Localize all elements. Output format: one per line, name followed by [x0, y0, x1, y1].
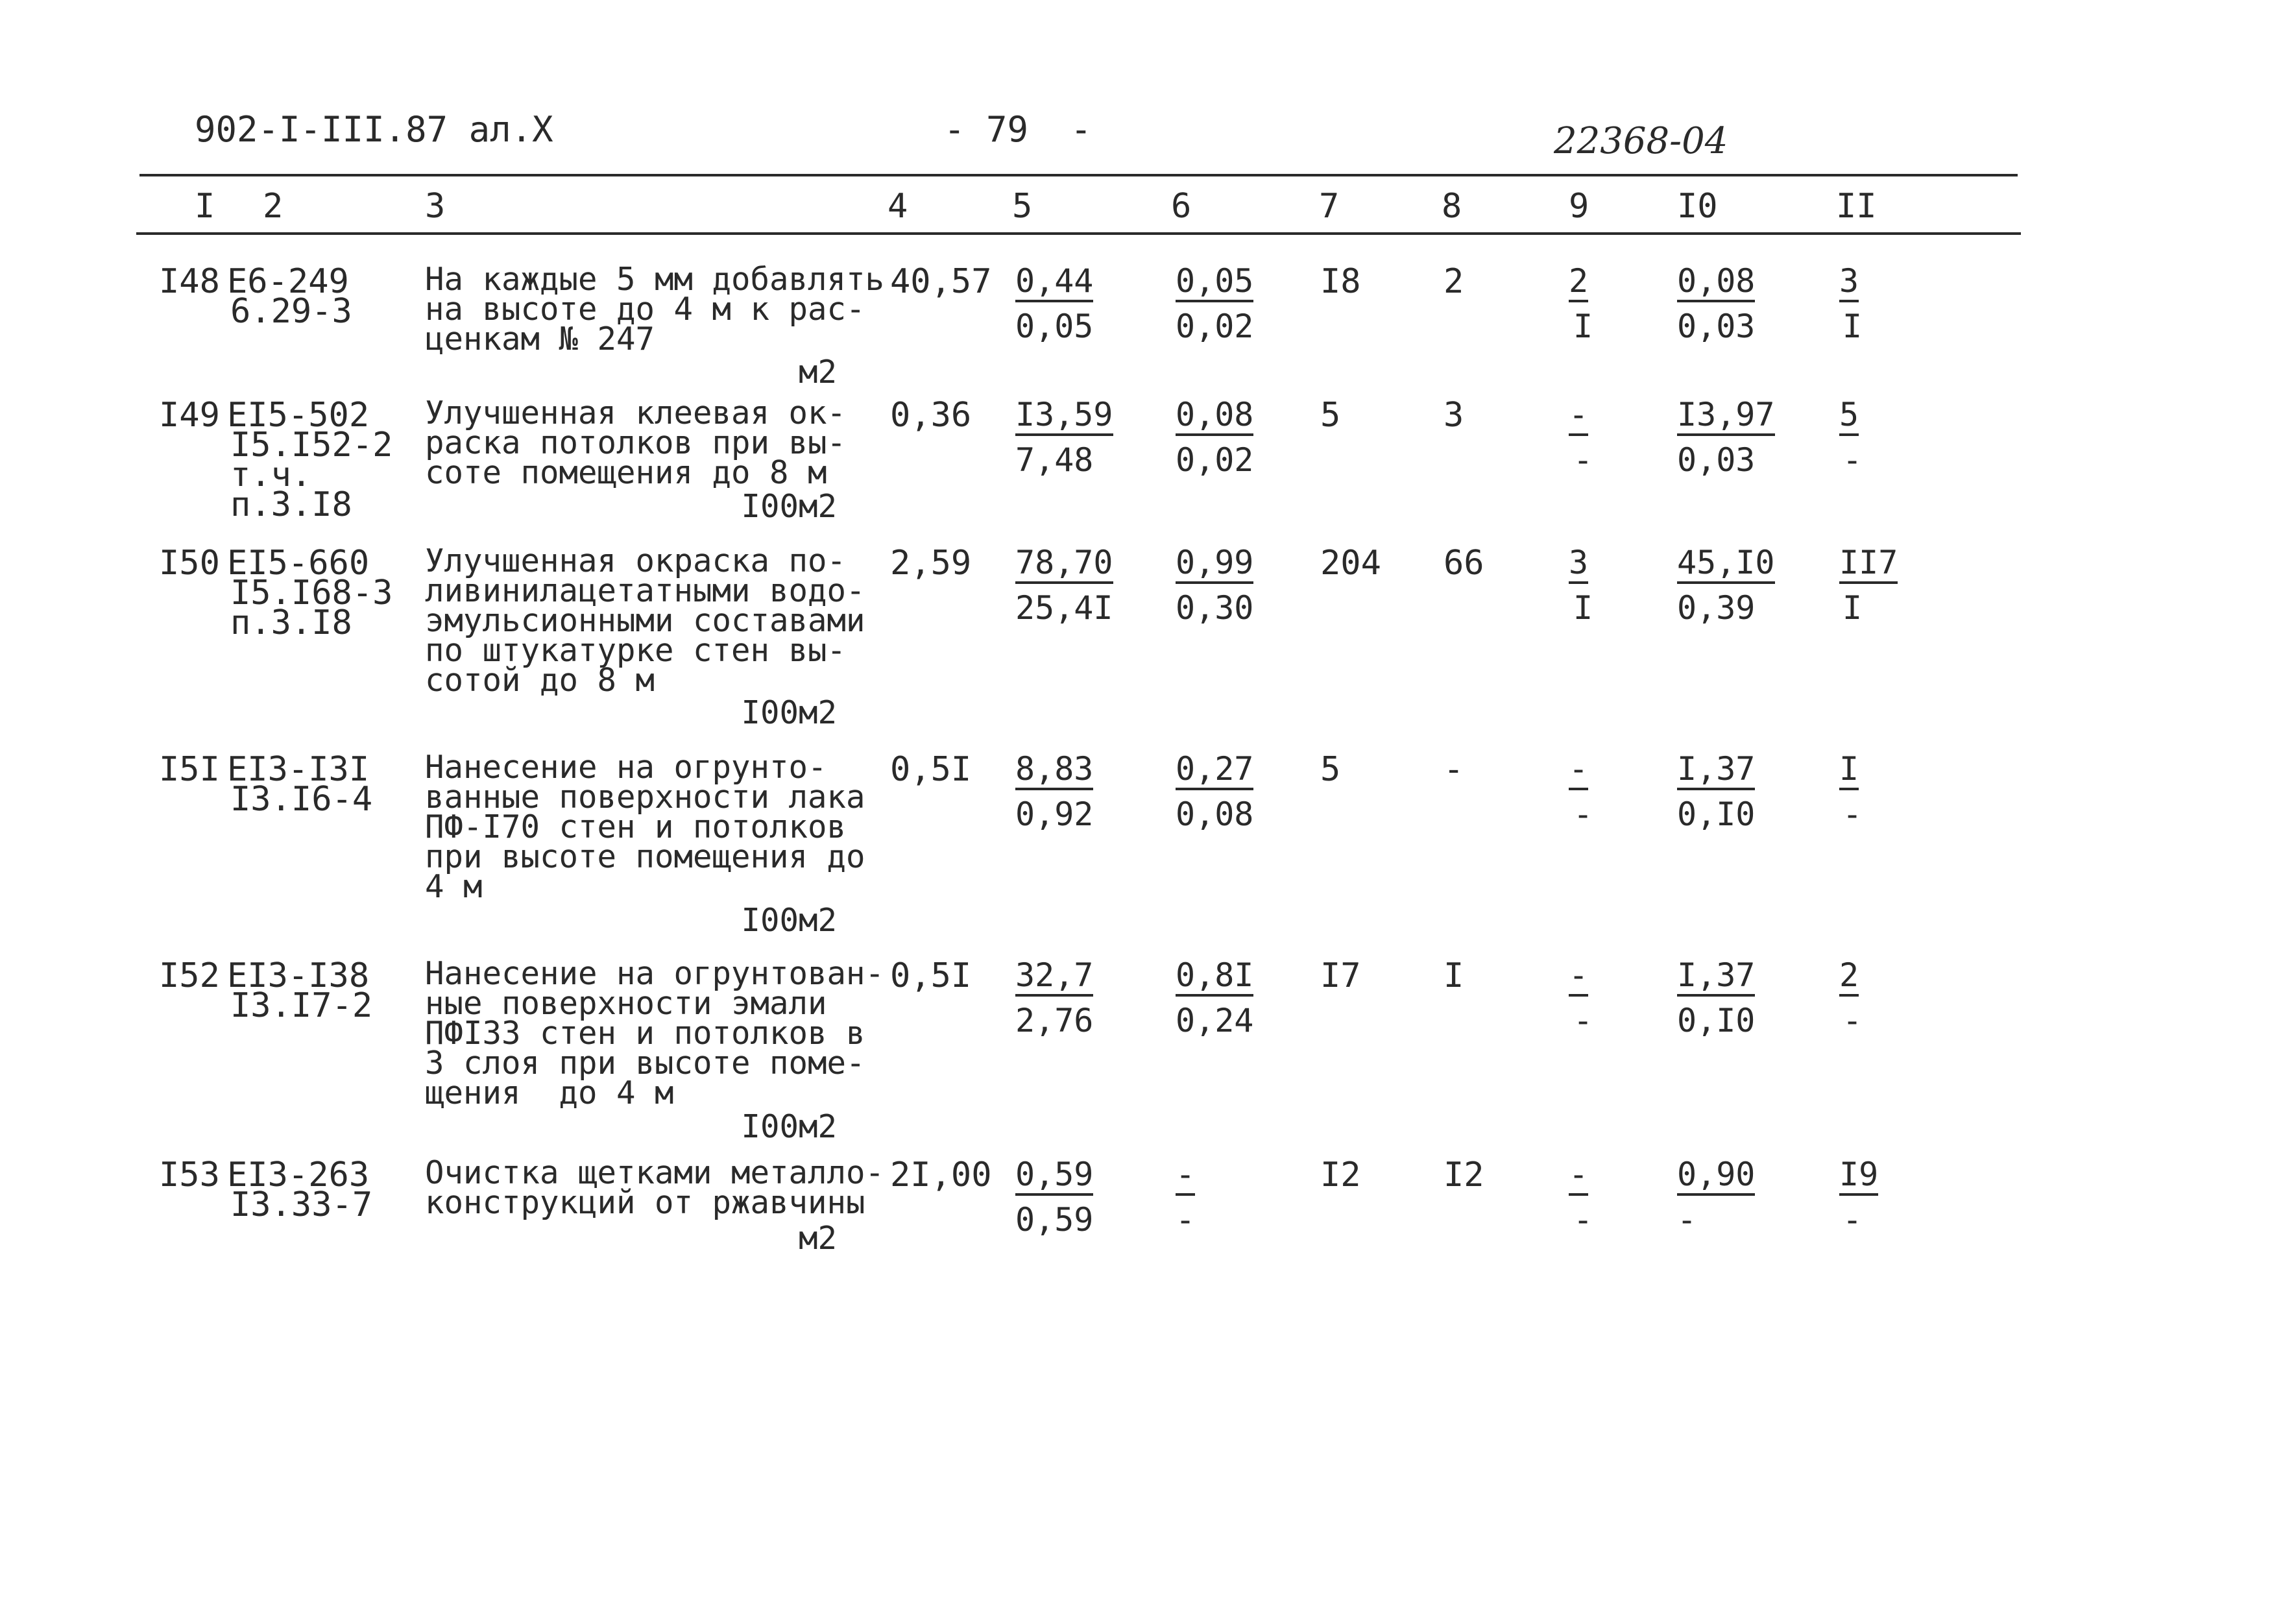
col6-bottom: 0,24 — [1176, 1002, 1254, 1039]
col10-top: I3,97 — [1677, 398, 1775, 436]
col5-bottom: 7,48 — [1015, 441, 1094, 479]
rate-code: EI3-I3I — [227, 750, 370, 789]
col-header-7: 7 — [1319, 187, 1340, 226]
col10-bottom: 0,03 — [1677, 441, 1756, 479]
row-number: I52 — [159, 956, 220, 995]
col-header-10: I0 — [1677, 187, 1718, 226]
col6-bottom: 0,02 — [1176, 308, 1254, 345]
col8-value: - — [1443, 750, 1464, 789]
work-description-line: Улучшенная окраска по- — [425, 542, 847, 579]
rate-code: EI5-502 — [227, 396, 370, 435]
row-number: I53 — [159, 1156, 220, 1194]
col6-bottom: - — [1176, 1201, 1196, 1239]
col5-bottom: 0,92 — [1015, 795, 1094, 833]
row-number: I48 — [159, 262, 220, 301]
table-header-rule — [136, 232, 2021, 235]
col7-value: I7 — [1320, 956, 1361, 995]
col4-value: 0,5I — [890, 956, 972, 995]
rate-subcode: т.ч. — [230, 455, 312, 494]
work-description-line: ПФI33 стен и потолков в — [425, 1015, 865, 1052]
work-description-line: ценкам № 247 — [425, 321, 655, 358]
col5-top: 8,83 — [1015, 753, 1093, 790]
col8-value: 3 — [1443, 396, 1464, 435]
col9-top: - — [1569, 753, 1588, 790]
col9-bottom: - — [1573, 795, 1593, 833]
col10-top: 0,08 — [1677, 265, 1755, 302]
unit-of-measure: I00м2 — [741, 694, 837, 731]
work-description-line: ПФ-I70 стен и потолков — [425, 808, 847, 845]
rate-code: EI5-660 — [227, 544, 370, 583]
col-header-2: 2 — [263, 187, 284, 226]
col5-top: 0,44 — [1015, 265, 1093, 302]
col7-value: I2 — [1320, 1156, 1361, 1194]
work-description-line: ванные поверхности лака — [425, 779, 865, 816]
col6-top: 0,27 — [1176, 753, 1253, 790]
work-description-line: 4 м — [425, 868, 483, 905]
col8-value: 66 — [1443, 544, 1484, 583]
col11-bottom: - — [1842, 795, 1863, 833]
col-header-8: 8 — [1442, 187, 1462, 226]
work-description-line: при высоте помещения до — [425, 838, 865, 875]
rate-code: E6-249 — [227, 262, 349, 301]
rate-subcode: I3.I7-2 — [230, 986, 373, 1025]
col9-bottom: - — [1573, 1201, 1593, 1239]
work-description-line: соте помещения до 8 м — [425, 454, 827, 491]
col6-top: 0,05 — [1176, 265, 1253, 302]
unit-of-measure: м2 — [798, 1220, 837, 1257]
col-header-1: I — [195, 187, 215, 226]
unit-of-measure: I00м2 — [741, 1108, 837, 1145]
col5-top: I3,59 — [1015, 398, 1113, 436]
col11-bottom: - — [1842, 1201, 1863, 1239]
col7-value: 5 — [1320, 750, 1341, 789]
rate-subcode: п.3.I8 — [230, 603, 352, 642]
col8-value: I2 — [1443, 1156, 1484, 1194]
rate-code: EI3-263 — [227, 1156, 370, 1194]
col5-top: 32,7 — [1015, 959, 1093, 997]
work-description-line: 3 слоя при высоте поме- — [425, 1045, 865, 1082]
work-description-line: На каждые 5 мм добавлять — [425, 261, 885, 298]
col-header-6: 6 — [1171, 187, 1192, 226]
rate-subcode: I3.I6-4 — [230, 780, 373, 819]
col6-top: - — [1176, 1158, 1195, 1196]
col-header-5: 5 — [1012, 187, 1033, 226]
work-description-line: конструкций от ржавчины — [425, 1184, 865, 1221]
rate-subcode: I5.I52-2 — [230, 426, 393, 465]
col11-top: II7 — [1839, 546, 1898, 584]
col8-value: I — [1443, 956, 1464, 995]
unit-of-measure: I00м2 — [741, 488, 837, 525]
work-description-line: щения до 4 м — [425, 1074, 674, 1111]
col9-top: - — [1569, 959, 1588, 997]
work-description-line: Нанесение на огрунто- — [425, 749, 827, 786]
work-description-line: Нанесение на огрунтован- — [425, 955, 885, 992]
row-number: I5I — [159, 750, 220, 789]
col6-bottom: 0,30 — [1176, 589, 1254, 627]
unit-of-measure: м2 — [798, 354, 837, 391]
col9-top: 2 — [1569, 265, 1588, 302]
col6-bottom: 0,02 — [1176, 441, 1254, 479]
col7-value: 5 — [1320, 396, 1341, 435]
col6-top: 0,8I — [1176, 959, 1253, 997]
rate-subcode: 6.29-3 — [230, 292, 352, 331]
table-top-rule — [139, 174, 2018, 176]
col11-top: I9 — [1839, 1158, 1878, 1196]
col9-bottom: - — [1573, 441, 1593, 479]
col6-top: 0,08 — [1176, 398, 1253, 436]
col-header-4: 4 — [888, 187, 908, 226]
col5-bottom: 0,59 — [1015, 1201, 1094, 1239]
work-description-line: сотой до 8 м — [425, 662, 655, 699]
col5-bottom: 25,4I — [1015, 589, 1113, 627]
col4-value: 0,5I — [890, 750, 972, 789]
rate-subcode: I5.I68-3 — [230, 574, 393, 612]
work-description-line: Улучшенная клеевая ок- — [425, 394, 847, 431]
work-description-line: эмульсионными составами — [425, 602, 865, 639]
col10-top: I,37 — [1677, 959, 1755, 997]
page-number: - 79 - — [944, 109, 1092, 150]
col8-value: 2 — [1443, 262, 1464, 301]
work-description-line: ливинилацетатными водо- — [425, 572, 865, 609]
col-header-11: II — [1836, 187, 1877, 226]
col5-top: 78,70 — [1015, 546, 1113, 584]
col11-bottom: - — [1842, 1002, 1863, 1039]
work-description-line: ные поверхности эмали — [425, 985, 827, 1022]
col7-value: 204 — [1320, 544, 1381, 583]
rate-subcode: I3.33-7 — [230, 1185, 373, 1224]
col11-top: 3 — [1839, 265, 1859, 302]
sheet-code: 22368-04 — [1554, 120, 1728, 162]
col6-bottom: 0,08 — [1176, 795, 1254, 833]
col5-top: 0,59 — [1015, 1158, 1093, 1196]
work-description-line: на высоте до 4 м к рас- — [425, 291, 865, 328]
col10-top: 45,I0 — [1677, 546, 1775, 584]
col4-value: 40,57 — [890, 262, 992, 301]
col10-bottom: - — [1677, 1201, 1697, 1239]
col7-value: I8 — [1320, 262, 1361, 301]
document-code: 902-I-III.87 ал.X — [195, 109, 553, 150]
col10-top: 0,90 — [1677, 1158, 1755, 1196]
col9-top: 3 — [1569, 546, 1588, 584]
col4-value: 0,36 — [890, 396, 972, 435]
col11-top: 5 — [1839, 398, 1859, 436]
work-description-line: раска потолков при вы- — [425, 424, 847, 461]
row-number: I49 — [159, 396, 220, 435]
col9-bottom: I — [1573, 308, 1593, 345]
rate-code: EI3-I38 — [227, 956, 370, 995]
col9-bottom: - — [1573, 1002, 1593, 1039]
work-description-line: Очистка щетками металло- — [425, 1154, 885, 1191]
col11-bottom: - — [1842, 441, 1863, 479]
col10-bottom: 0,39 — [1677, 589, 1756, 627]
rate-subcode: п.3.I8 — [230, 485, 352, 524]
col-header-9: 9 — [1569, 187, 1589, 226]
unit-of-measure: I00м2 — [741, 902, 837, 939]
col11-bottom: I — [1842, 308, 1863, 345]
col5-bottom: 0,05 — [1015, 308, 1094, 345]
col5-bottom: 2,76 — [1015, 1002, 1094, 1039]
col10-bottom: 0,03 — [1677, 308, 1756, 345]
col10-top: I,37 — [1677, 753, 1755, 790]
col10-bottom: 0,I0 — [1677, 1002, 1756, 1039]
work-description-line: по штукатурке стен вы- — [425, 632, 847, 669]
col11-top: I — [1839, 753, 1859, 790]
col4-value: 2I,00 — [890, 1156, 992, 1194]
col6-top: 0,99 — [1176, 546, 1253, 584]
col11-bottom: I — [1842, 589, 1863, 627]
col9-top: - — [1569, 398, 1588, 436]
col10-bottom: 0,I0 — [1677, 795, 1756, 833]
row-number: I50 — [159, 544, 220, 583]
col9-top: - — [1569, 1158, 1588, 1196]
col-header-3: 3 — [425, 187, 446, 226]
col9-bottom: I — [1573, 589, 1593, 627]
col4-value: 2,59 — [890, 544, 972, 583]
col11-top: 2 — [1839, 959, 1859, 997]
